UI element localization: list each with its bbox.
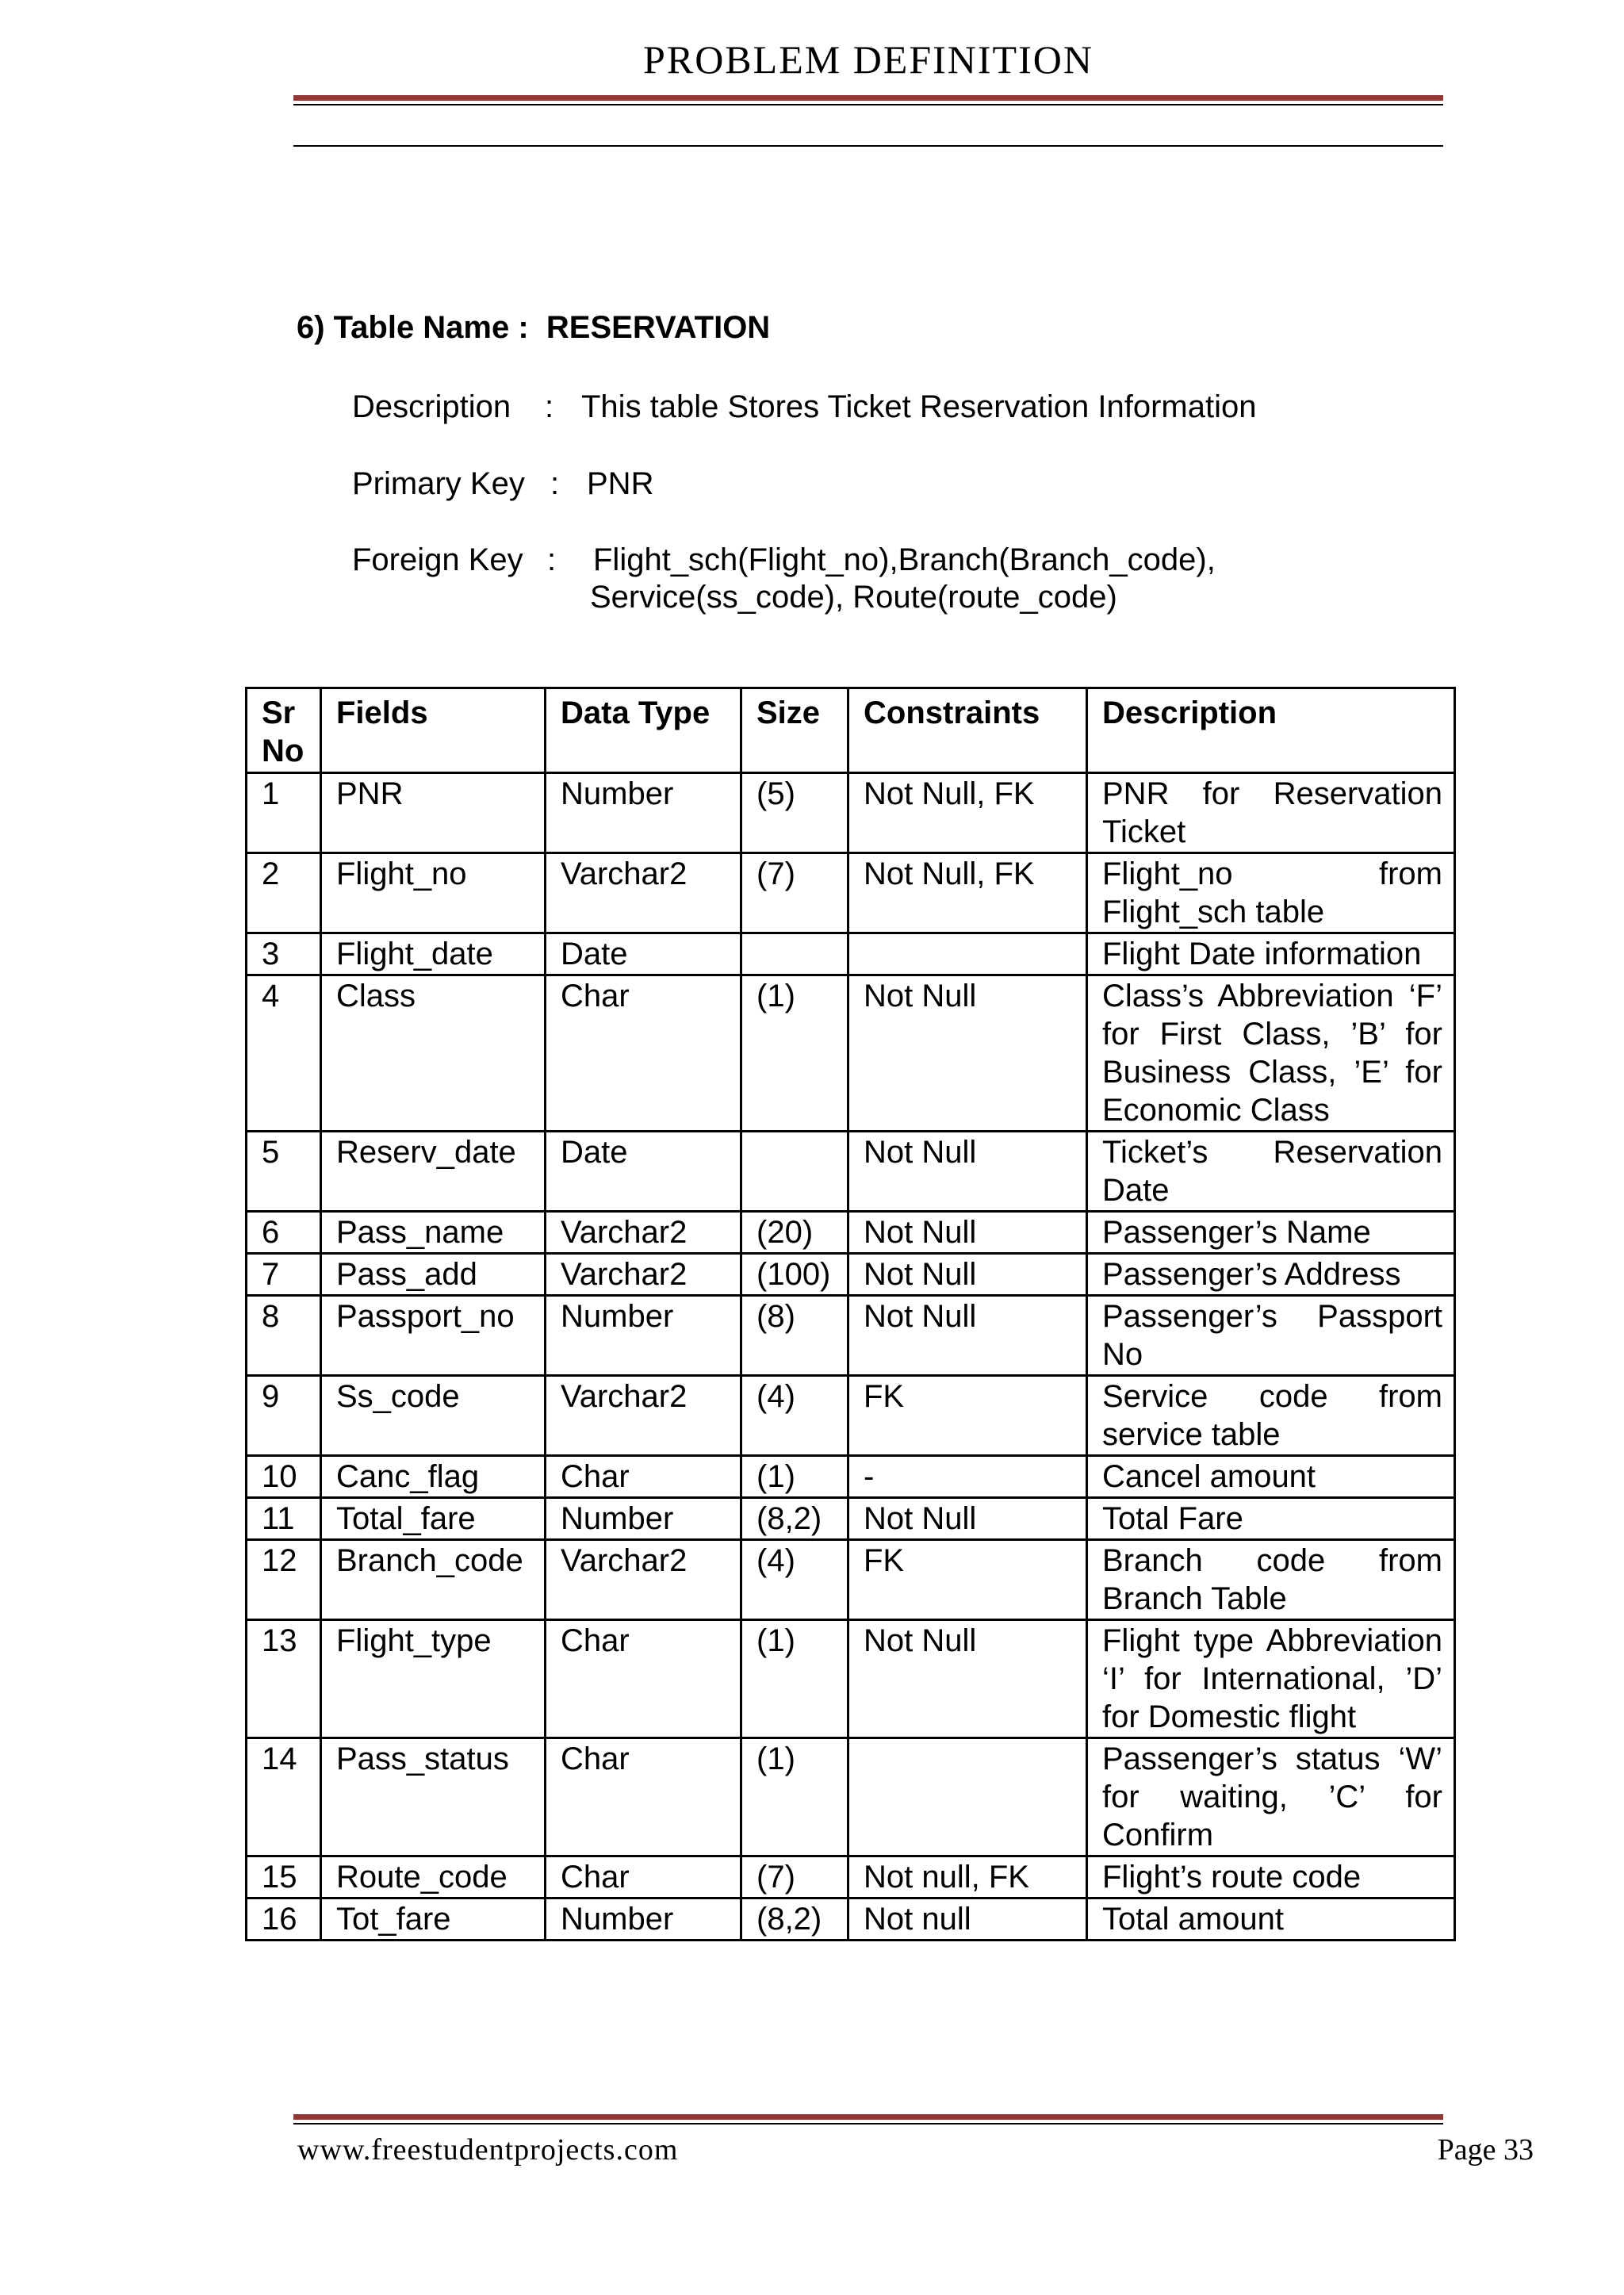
cell-field: Ss_code (321, 1376, 546, 1456)
cell-sr-no: 1 (247, 773, 321, 853)
cell-size: (20) (741, 1212, 848, 1254)
table-row (247, 1296, 1455, 1376)
cell-data-type: Char (546, 1738, 741, 1856)
table-row (247, 1738, 1455, 1856)
cell-sr-no: 7 (247, 1254, 321, 1296)
cell-description: Flight Date information (1087, 933, 1455, 975)
cell-field: Pass_status (321, 1738, 546, 1856)
cell-sr-no: 3 (247, 933, 321, 975)
cell-field: Class (321, 975, 546, 1132)
cell-data-type: Char (546, 975, 741, 1132)
cell-size: (1) (741, 1738, 848, 1856)
table-row (247, 933, 1455, 975)
cell-field: Branch_code (321, 1540, 546, 1620)
cell-constraints: Not Null (848, 975, 1087, 1132)
cell-size: (100) (741, 1254, 848, 1296)
cell-constraints (848, 1738, 1087, 1856)
header-fields: Fields (321, 688, 546, 773)
cell-field: Total_fare (321, 1498, 546, 1540)
page-title: PROBLEM DEFINITION (643, 37, 1094, 82)
cell-constraints: Not Null (848, 1132, 1087, 1212)
cell-constraints: Not Null (848, 1212, 1087, 1254)
foreign-key-value-line1: Flight_sch(Flight_no),Branch(Branch_code), (593, 542, 1216, 577)
cell-data-type: Char (546, 1856, 741, 1898)
cell-size: (4) (741, 1376, 848, 1456)
cell-field: Flight_no (321, 853, 546, 933)
cell-constraints: FK (848, 1540, 1087, 1620)
header-constraints: Constraints (848, 688, 1087, 773)
cell-constraints: Not null, FK (848, 1856, 1087, 1898)
reservation-table (245, 687, 1456, 1941)
cell-field: Flight_type (321, 1620, 546, 1738)
cell-sr-no: 14 (247, 1738, 321, 1856)
cell-sr-no: 2 (247, 853, 321, 933)
cell-field: Passport_no (321, 1296, 546, 1376)
page-number: Page 33 (1437, 2133, 1534, 2167)
cell-field: Tot_fare (321, 1898, 546, 1941)
cell-size: (8,2) (741, 1498, 848, 1540)
description-value: This table Stores Ticket Reservation Information (581, 389, 1257, 424)
description-separator: : (545, 389, 554, 424)
cell-field: Reserv_date (321, 1132, 546, 1212)
cell-data-type: Varchar2 (546, 1254, 741, 1296)
cell-description: PNR for Reservation Ticket (1087, 773, 1455, 853)
cell-constraints: Not Null, FK (848, 853, 1087, 933)
cell-field: Pass_add (321, 1254, 546, 1296)
footer-rule-thick (293, 2114, 1443, 2120)
cell-size: (7) (741, 853, 848, 933)
cell-sr-no: 16 (247, 1898, 321, 1941)
table-row (247, 1212, 1455, 1254)
header-rule-thick (293, 95, 1443, 101)
table-row (247, 1540, 1455, 1620)
cell-field: Route_code (321, 1856, 546, 1898)
table-row (247, 1456, 1455, 1498)
table-row (247, 1898, 1455, 1941)
header-rule-thin (293, 104, 1443, 105)
cell-constraints: Not Null (848, 1296, 1087, 1376)
table-name-heading (297, 312, 770, 343)
header-description: Description (1087, 688, 1455, 773)
table-row (247, 1376, 1455, 1456)
cell-constraints: Not Null, FK (848, 773, 1087, 853)
cell-description: Ticket’s Reservation Date (1087, 1132, 1455, 1212)
cell-field: PNR (321, 773, 546, 853)
cell-constraints: - (848, 1456, 1087, 1498)
cell-sr-no: 15 (247, 1856, 321, 1898)
cell-description: Total Fare (1087, 1498, 1455, 1540)
cell-size (741, 1132, 848, 1212)
cell-description: Passenger’s Address (1087, 1254, 1455, 1296)
table-row (247, 1498, 1455, 1540)
cell-description: Passenger’s Passport No (1087, 1296, 1455, 1376)
primary-key-value: PNR (587, 466, 654, 501)
cell-sr-no: 5 (247, 1132, 321, 1212)
cell-data-type: Char (546, 1620, 741, 1738)
cell-data-type: Char (546, 1456, 741, 1498)
header-rule-bottom (293, 145, 1443, 147)
cell-data-type: Number (546, 1898, 741, 1941)
cell-size: (7) (741, 1856, 848, 1898)
table-row (247, 1132, 1455, 1212)
primary-key-label: Primary Key (352, 466, 525, 501)
cell-size: (1) (741, 1620, 848, 1738)
cell-description: Passenger’s Name (1087, 1212, 1455, 1254)
cell-size (741, 933, 848, 975)
cell-data-type: Date (546, 1132, 741, 1212)
cell-size: (4) (741, 1540, 848, 1620)
cell-data-type: Number (546, 1296, 741, 1376)
cell-data-type: Varchar2 (546, 853, 741, 933)
table-row (247, 1856, 1455, 1898)
cell-constraints: Not null (848, 1898, 1087, 1941)
header-size: Size (741, 688, 848, 773)
cell-description: Branch code from Branch Table (1087, 1540, 1455, 1620)
cell-size: (8) (741, 1296, 848, 1376)
cell-description: Total amount (1087, 1898, 1455, 1941)
table-name-value: RESERVATION (546, 310, 771, 345)
cell-description: Flight’s route code (1087, 1856, 1455, 1898)
cell-size: (1) (741, 1456, 848, 1498)
cell-data-type: Varchar2 (546, 1212, 741, 1254)
cell-sr-no: 10 (247, 1456, 321, 1498)
footer-url: www.freestudentprojects.com (297, 2133, 679, 2167)
cell-constraints: FK (848, 1376, 1087, 1456)
cell-description: Class’s Abbreviation ‘F’ for First Class, ’B’ for Business Class, ’E’ for Economic Class (1087, 975, 1455, 1132)
cell-sr-no: 6 (247, 1212, 321, 1254)
cell-sr-no: 13 (247, 1620, 321, 1738)
cell-constraints: Not Null (848, 1620, 1087, 1738)
table-row (247, 1620, 1455, 1738)
table-header-row (247, 688, 1455, 773)
cell-data-type: Number (546, 1498, 741, 1540)
foreign-key-label: Foreign Key (352, 542, 523, 577)
cell-sr-no: 11 (247, 1498, 321, 1540)
foreign-key-separator: : (547, 542, 557, 577)
header-data-type: Data Type (546, 688, 741, 773)
description-label: Description (352, 389, 511, 424)
table-row (247, 773, 1455, 853)
table-row (247, 975, 1455, 1132)
table-row (247, 1254, 1455, 1296)
footer-rule-thin (293, 2123, 1443, 2125)
cell-sr-no: 8 (247, 1296, 321, 1376)
cell-sr-no: 4 (247, 975, 321, 1132)
cell-sr-no: 12 (247, 1540, 321, 1620)
cell-field: Canc_flag (321, 1456, 546, 1498)
cell-size: (8,2) (741, 1898, 848, 1941)
cell-description: Cancel amount (1087, 1456, 1455, 1498)
cell-data-type: Date (546, 933, 741, 975)
cell-field: Pass_name (321, 1212, 546, 1254)
cell-data-type: Varchar2 (546, 1540, 741, 1620)
cell-constraints: Not Null (848, 1254, 1087, 1296)
table-row (247, 853, 1455, 933)
cell-data-type: Varchar2 (546, 1376, 741, 1456)
cell-field: Flight_date (321, 933, 546, 975)
cell-description: Flight_no from Flight_sch table (1087, 853, 1455, 933)
cell-description: Flight type Abbreviation ‘I’ for International, ’D’ for Domestic flight (1087, 1620, 1455, 1738)
cell-data-type: Number (546, 773, 741, 853)
table-name-label: 6) Table Name : (297, 310, 529, 345)
cell-size: (1) (741, 975, 848, 1132)
table-body (247, 773, 1455, 1941)
cell-constraints: Not Null (848, 1498, 1087, 1540)
foreign-key-value-line2: Service(ss_code), Route(route_code) (590, 580, 1117, 615)
primary-key-separator: : (550, 466, 560, 501)
cell-description: Passenger’s status ‘W’ for waiting, ’C’ for Confirm (1087, 1738, 1455, 1856)
cell-description: Service code from service table (1087, 1376, 1455, 1456)
cell-sr-no: 9 (247, 1376, 321, 1456)
header-sr-no: Sr No (247, 688, 321, 773)
cell-size: (5) (741, 773, 848, 853)
cell-constraints (848, 933, 1087, 975)
